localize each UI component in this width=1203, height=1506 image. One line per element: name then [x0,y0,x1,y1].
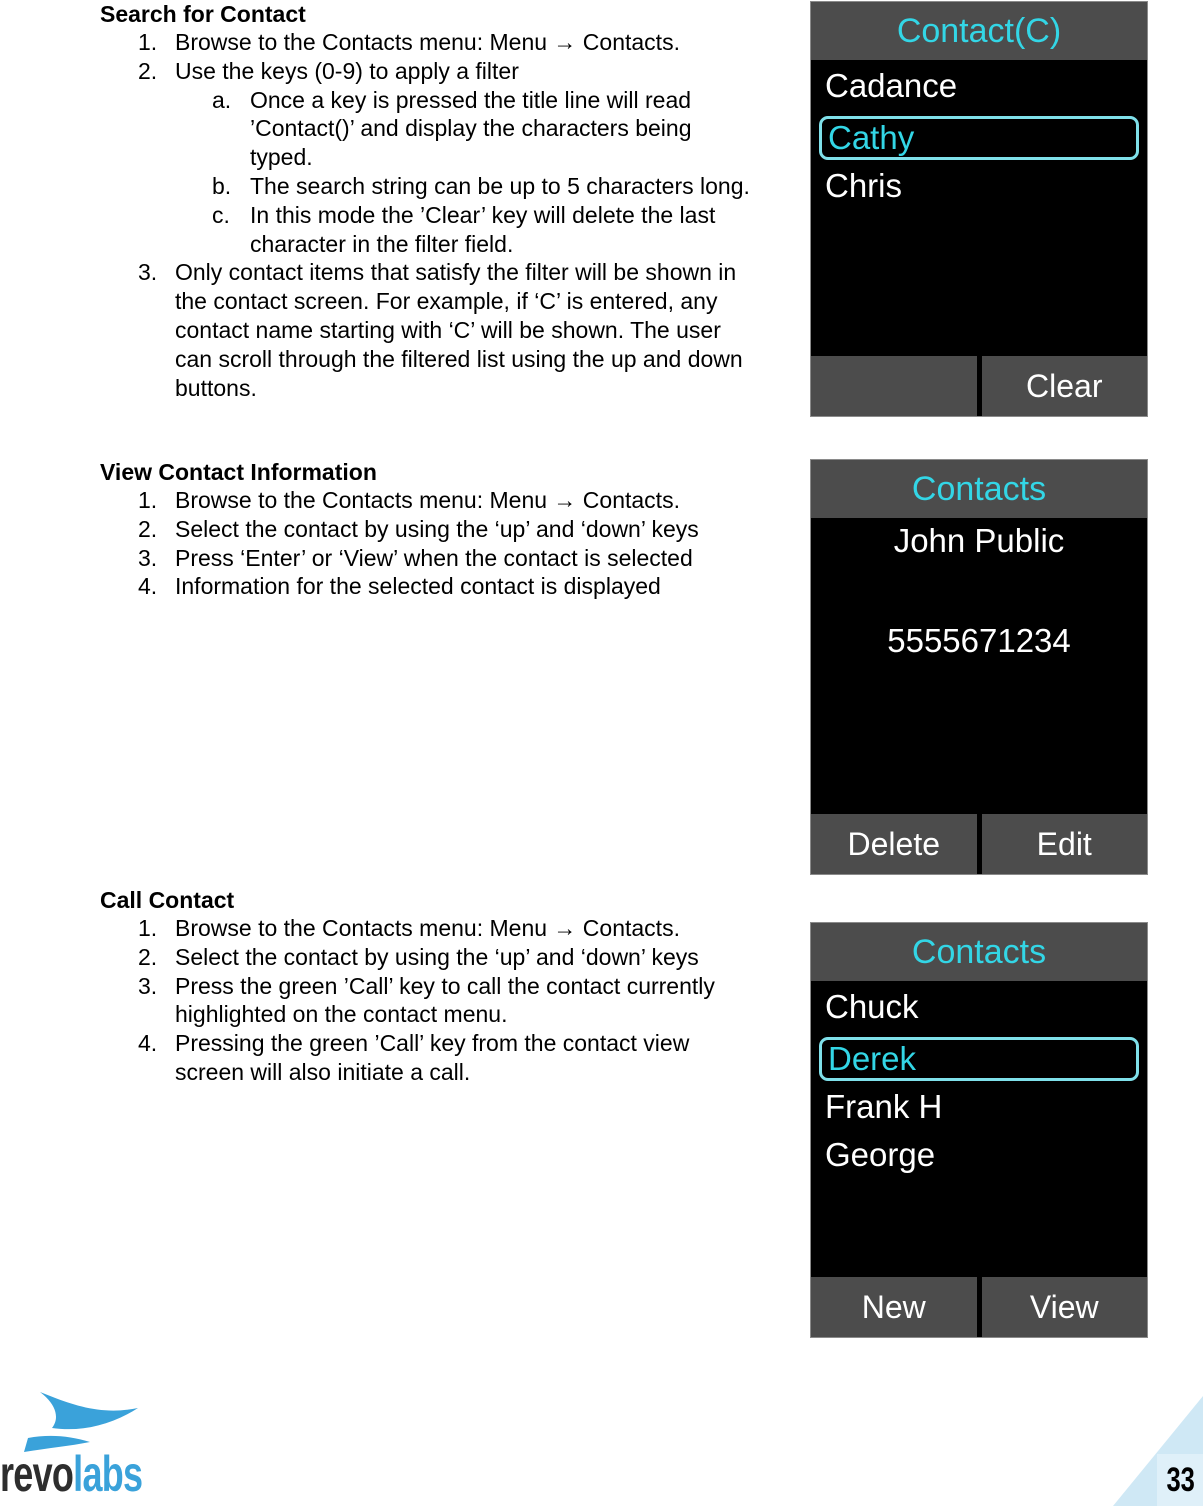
contact-number: 5555671234 [887,622,1071,659]
step-number: 3. [138,259,158,286]
step-list [100,486,760,601]
sub-step-item [100,172,760,201]
step-item [100,914,760,943]
step-number: 4. [138,573,158,600]
step-text: Browse to the Contacts menu: Menu → Contacts. [175,487,680,513]
contact-item-chuck: Chuck [825,988,919,1025]
contact-item-chris: Chris [825,167,903,204]
sub-step-item [100,86,760,172]
sub-step-text: Once a key is pressed the title line will read ’Contact()’ and display the characters being typed. [250,86,692,171]
sub-step-text: The search string can be up to 5 characters long. [250,172,750,199]
step-number: 1. [138,29,158,55]
step-number: 2. [138,943,158,970]
softkey-bar [811,1277,1147,1337]
step-text: Press ‘Enter’ or ‘View’ when the contact is selected [175,544,693,571]
sub-step-letter: a. [212,86,232,113]
step-item [100,486,760,515]
step-text: Select the contact by using the ‘up’ and ‘down’ keys [175,515,699,542]
step-item [100,572,760,601]
step-text: Press the green ’Call’ key to call the contact currently highlighted on the contact menu. [175,972,715,1028]
step-item [100,1029,760,1087]
step-item [100,544,760,573]
step-number: 2. [138,57,158,84]
sub-step-letter: b. [212,172,232,199]
step-number: 4. [138,1030,158,1057]
section-view-contact [100,458,760,601]
step-text: Only contact items that satisfy the filter will be shown in the contact screen. For example, if ‘C’ is entered, any contact name starting with ‘C’ will be shown. The user can scroll through the filtered list using the up and down buttons. [175,259,743,401]
screen-title: Contact(C) [811,2,1147,60]
contact-item-derek-selected: Derek [819,1037,1139,1081]
softkey-bar [811,356,1147,416]
step-list [100,28,760,402]
step-item [100,28,760,57]
step-number: 3. [138,972,158,999]
step-item [100,972,760,1030]
section-search-contact [100,0,760,402]
softkey-view: View [982,1277,1148,1337]
step-text: Browse to the Contacts menu: Menu → Contacts. [175,915,680,941]
wordmark-labs: labs [73,1446,143,1502]
softkey-delete: Delete [811,814,977,874]
step-item [100,515,760,544]
softkey-clear: Clear [982,356,1148,416]
section-heading: View Contact Information [100,459,377,485]
phone-screen-search [810,1,1148,417]
sub-step-item [100,201,760,259]
step-text: Select the contact by using the ‘up’ and ‘down’ keys [175,943,699,970]
step-item [100,57,760,259]
section-heading: Search for Contact [100,1,306,27]
step-text: Use the keys (0-9) to apply a filter [175,57,519,84]
contact-item-cathy-selected: Cathy [819,116,1139,160]
step-number: 2. [138,515,158,542]
page-number: 33 [1166,1461,1195,1499]
contact-item-frank-h: Frank H [825,1088,943,1125]
softkey-edit: Edit [982,814,1148,874]
step-number: 1. [138,487,158,513]
step-text: Information for the selected contact is displayed [175,573,661,600]
screen-title: Contacts [811,923,1147,981]
contact-item-cadance: Cadance [825,67,958,104]
phone-screen-call [810,922,1148,1338]
section-call-contact [100,886,760,1087]
step-item [100,943,760,972]
softkey-new: New [811,1277,977,1337]
step-text: Pressing the green ’Call’ key from the contact view screen will also initiate a call. [175,1030,690,1085]
sub-step-letter: c. [212,201,230,228]
phone-screen-view [810,459,1148,875]
softkey-bar [811,814,1147,874]
section-heading: Call Contact [100,887,235,913]
revolabs-wordmark [0,1444,142,1504]
screen-title: Contacts [811,460,1147,518]
step-list [100,914,760,1087]
step-number: 3. [138,544,158,571]
step-text: Browse to the Contacts menu: Menu → Contacts. [175,29,680,55]
contact-name: John Public [893,522,1065,559]
sub-step-list [175,86,760,259]
step-item [100,258,760,402]
wordmark-revo: revo [0,1446,74,1502]
step-number: 1. [138,915,158,941]
contact-item-george: George [825,1136,936,1173]
softkey-left [811,356,977,416]
sub-step-text: In this mode the ’Clear’ key will delete the last character in the filter field. [250,201,716,257]
